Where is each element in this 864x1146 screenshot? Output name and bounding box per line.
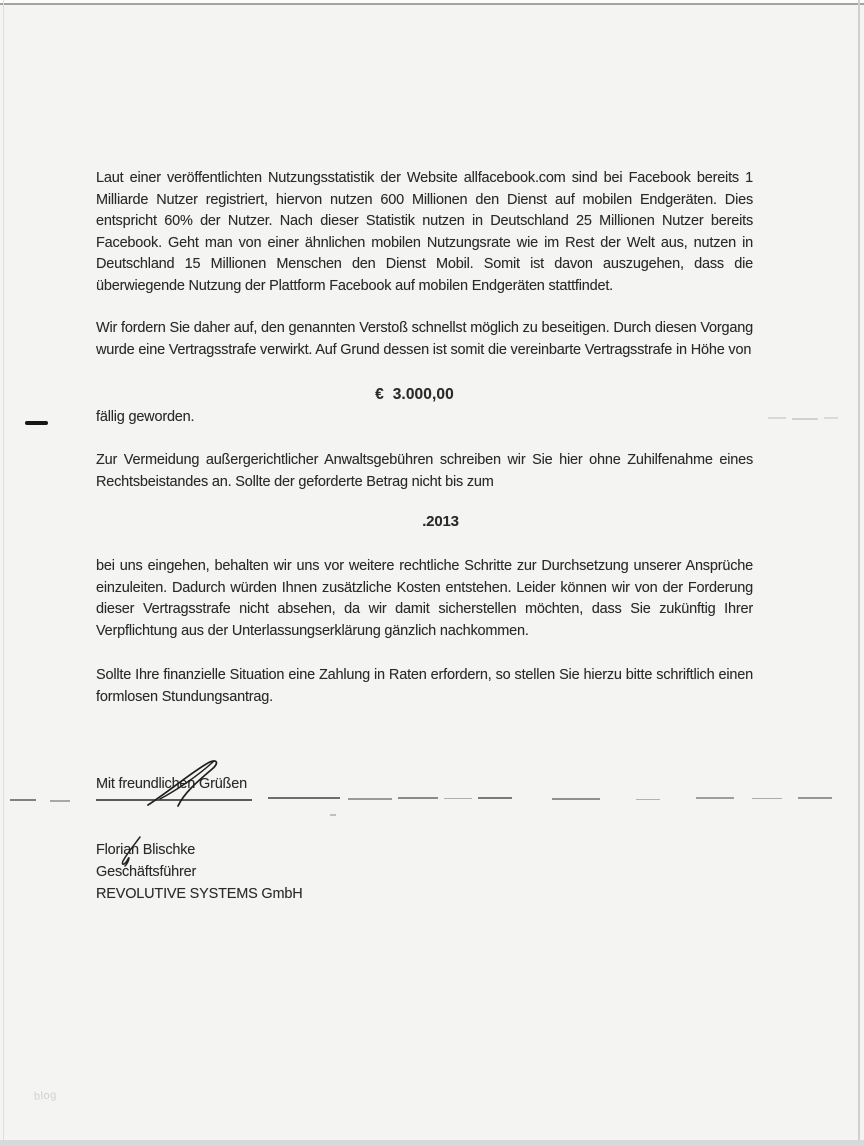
- signer-name: Florian Blischke: [96, 842, 196, 858]
- paragraph-usage-statistics: Laut einer veröffentlichten Nutzungsstatistik der Website allfacebook.com sind bei Facebook bereits 1 Milliarde Nutzer registriert, hiervon nutzen 600 Millionen den Dienst auf mobilen Endgeräten. Dies entspricht 60% der Nutzer. Nach dieser Statistik nutzen in Deutschland 25 Millionen Nutzer bereits Facebook. Geht man von einer ähnlichen mobilen Nutzungsrate wie im Rest der Welt aus, nutzen in Deutschland 15 Millionen Menschen den Dienst Mobil. Somit ist davon auszugehen, dass die überwiegende Nutzung der Plattform Facebook auf mobilen Endgeräten stattfindet.: [96, 170, 753, 294]
- scan-line-segment: [636, 799, 660, 800]
- scan-speck: [330, 814, 336, 816]
- scan-edge-top-line: [0, 3, 864, 5]
- amount-follow-text: fällig geworden.: [96, 409, 195, 425]
- paragraph-avoid-legal-fees: Zur Vermeidung außergerichtlicher Anwaltsgebühren schreiben wir Sie hier ohne Zuhilfenahme eines Rechtsbeistandes an. Sollte der geforderte Betrag nicht bis zum: [96, 452, 753, 490]
- scan-edge-right: [858, 0, 860, 1146]
- scan-line-segment: [348, 798, 392, 800]
- paragraph-further-steps: bei uns eingehen, behalten wir uns vor weitere rechtliche Schritte zur Durchsetzung unserer Ansprüche einzuleiten. Dadurch würden Ihnen zusätzliche Kosten entstehen. Leider können wir von der Forderung dieser Vertragsstrafe nicht absehen, da wir damit sicherstellen möchten, dass Sie zukünftig Ihrer Verpflichtung aus der Unterlassungserklärung gänzlich nachkommen.: [96, 558, 753, 639]
- scan-speck: [792, 418, 818, 420]
- scan-edge-bottom: [0, 1140, 864, 1146]
- scan-line-segment: [10, 799, 36, 801]
- fold-mark: [25, 421, 48, 425]
- watermark-text: blog: [33, 1089, 58, 1103]
- scan-line-segment: [478, 797, 512, 799]
- closing-salutation: Mit freundlichen Grüßen: [96, 776, 247, 792]
- scan-line-segment: [752, 798, 782, 799]
- scan-line-segment: [798, 797, 832, 799]
- scan-line-segment: [96, 799, 252, 801]
- signature-block: [96, 839, 303, 905]
- scan-line-segment: [50, 800, 70, 802]
- scan-line-segment: [444, 798, 472, 799]
- paragraph-installments: Sollte Ihre finanzielle Situation eine Zahlung in Raten erfordern, so stellen Sie hierzu bitte schriftlich einen formlosen Stundungsantrag.: [96, 667, 753, 705]
- scan-speck: [824, 417, 838, 419]
- scan-line-segment: [552, 798, 600, 800]
- scan-speck: [768, 417, 786, 419]
- deadline-date: .2013: [422, 513, 459, 530]
- scan-edge-left: [3, 0, 4, 1146]
- penalty-amount: € 3.000,00: [375, 386, 454, 403]
- scan-line-segment: [696, 797, 734, 799]
- scan-line-segment: [268, 797, 340, 799]
- paragraph-penalty-demand: Wir fordern Sie daher auf, den genannten Verstoß schnellst möglich zu beseitigen. Durch diesen Vorgang wurde eine Vertragsstrafe verwirkt. Auf Grund dessen ist somit die vereinbarte Vertragsstrafe in Höhe von: [96, 320, 753, 358]
- scan-edge-top: [0, 0, 864, 3]
- scan-line-segment: [398, 797, 438, 799]
- signer-title: Geschäftsführer: [96, 864, 197, 880]
- signer-company: REVOLUTIVE SYSTEMS GmbH: [96, 886, 303, 902]
